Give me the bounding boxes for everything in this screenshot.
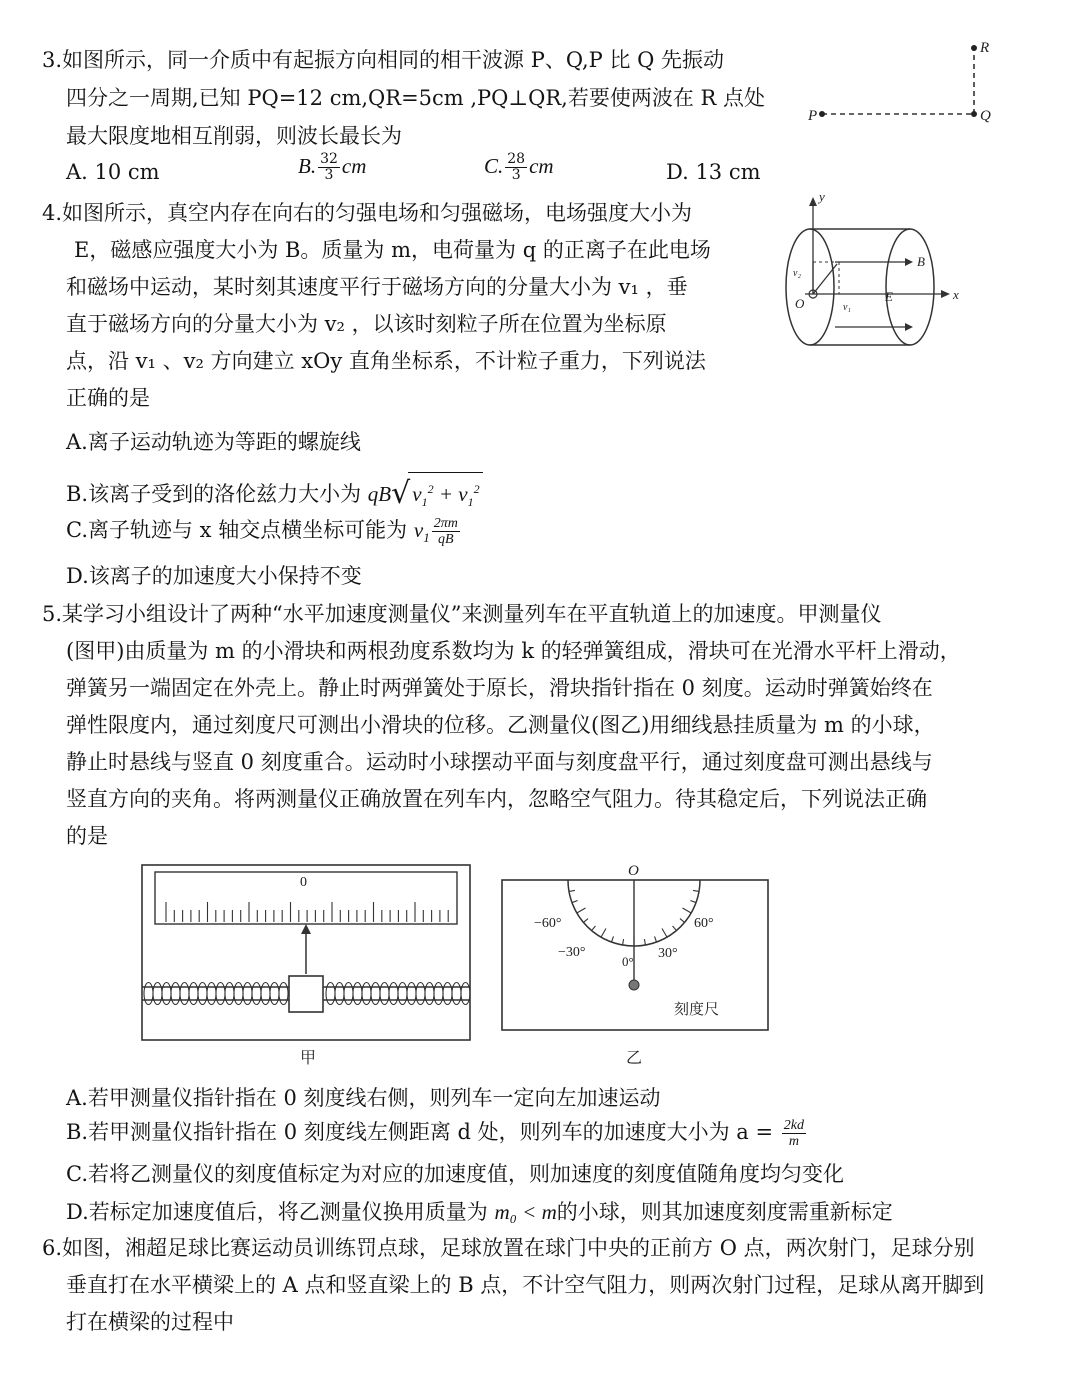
- q4-line-2: E，磁感应强度大小为 B。质量为 m，电荷量为 q 的正离子在此电场: [74, 238, 711, 262]
- spring-coil: [198, 983, 207, 1005]
- q3-option-b: B. $\frac{32}{3}$ cm: [298, 151, 367, 183]
- q5-figure-a: [140, 860, 480, 1070]
- q5-line-6: 竖直方向的夹角。将两测量仪正确放置在列车内，忽略空气阻力。待其稳定后，下列说法正确: [66, 787, 927, 811]
- protractor-tick: [673, 926, 677, 931]
- spring-coil: [362, 983, 371, 1005]
- ruler-zero-label: 0: [300, 875, 307, 890]
- spring-coil: [407, 983, 416, 1005]
- spring-coil: [452, 983, 461, 1005]
- spring-coil: [225, 983, 234, 1005]
- protractor-tick: [690, 901, 696, 903]
- figure-b-caption: 乙: [626, 1050, 643, 1067]
- q5-line-7: 的是: [66, 824, 108, 848]
- q5-figure-b: [498, 860, 778, 1070]
- protractor-tick: [601, 928, 606, 937]
- spring-coil: [279, 983, 288, 1005]
- spring-coil: [434, 983, 443, 1005]
- protractor-tick: [569, 890, 575, 891]
- q4-line-5: 点，沿 v₁ 、v₂ 方向建立 xOy 直角坐标系，不计粒子重力，下列说法: [66, 349, 706, 373]
- protractor-tick: [583, 919, 588, 923]
- protractor-tick: [655, 936, 657, 942]
- axis-x-label: x: [953, 287, 959, 302]
- q4-line-1: 4.如图所示，真空内存在向右的匀强电场和匀强磁场，电场强度大小为: [42, 201, 693, 225]
- spring-coil: [371, 983, 380, 1005]
- e-label: E: [885, 289, 893, 304]
- q6-line-1: 6.如图，湘超足球比赛运动员训练罚点球，足球放置在球门中央的正前方 O 点，两次射门，足球分别: [42, 1236, 975, 1260]
- protractor-tick: [682, 908, 691, 913]
- q5-option-d: D.若标定加速度值后，将乙测量仪换用质量为 m₀ < m的小球，则其加速度刻度需重新标定: [66, 1200, 893, 1224]
- spring-coil: [261, 983, 270, 1005]
- spring-coil: [153, 983, 162, 1005]
- label-minus-60: −60°: [534, 916, 562, 931]
- protractor-tick: [662, 928, 667, 937]
- protractor-tick: [577, 908, 586, 913]
- spring-coil: [234, 983, 243, 1005]
- spring-coil: [353, 983, 362, 1005]
- label-zero: 0°: [622, 954, 634, 969]
- spring-coil: [461, 983, 470, 1005]
- scale-label: 刻度尺: [674, 1002, 720, 1018]
- q5-line-3: 弹簧另一端固定在外壳上。静止时两弹簧处于原长，滑块指针指在 0 刻度。运动时弹簧始终在: [66, 676, 933, 700]
- q3-line-1: 3.如图所示，同一介质中有起振方向相同的相干波源 P、Q,P 比 Q 先振动: [42, 48, 725, 72]
- protractor-tick: [572, 901, 578, 903]
- spring-coil: [243, 983, 252, 1005]
- spring-coil: [189, 983, 198, 1005]
- spring-coil: [207, 983, 216, 1005]
- b-label: B: [917, 254, 925, 269]
- spring-coil: [335, 983, 344, 1005]
- q6-line-2: 垂直打在水平横梁上的 A 点和竖直梁上的 B 点，不计空气阻力，则两次射门过程，足球从离开脚到: [66, 1273, 985, 1297]
- q5-line-5: 静止时悬线与竖直 0 刻度重合。运动时小球摆动平面与刻度盘平行，通过刻度盘可测出悬线与: [66, 750, 933, 774]
- spring-coil: [416, 983, 425, 1005]
- q4-figure: [775, 192, 965, 362]
- protractor-tick: [592, 926, 596, 931]
- pivot-label: O: [628, 863, 639, 879]
- axis-y-label: y: [819, 192, 825, 204]
- label-q: Q: [980, 108, 991, 124]
- spring-coil: [326, 983, 335, 1005]
- label-30: 30°: [658, 946, 678, 961]
- q4-option-d: D.该离子的加速度大小保持不变: [66, 564, 362, 588]
- spring-coil: [270, 983, 279, 1005]
- protractor-tick: [693, 890, 699, 891]
- protractor-tick: [680, 919, 685, 923]
- q5-line-2: (图甲)由质量为 m 的小滑块和两根劲度系数均为 k 的轻弹簧组成，滑块可在光滑水平杆上滑动，: [66, 639, 961, 663]
- protractor-tick: [623, 939, 624, 945]
- q3-option-a: A. 10 cm: [66, 160, 160, 184]
- q5-line-4: 弹性限度内，通过刻度尺可测出小滑块的位移。乙测量仪(图乙)用细线悬挂质量为 m 的小球，: [66, 713, 935, 737]
- spring-coil: [216, 983, 225, 1005]
- label-r: R: [980, 40, 990, 56]
- figure-a-caption: 甲: [300, 1050, 317, 1067]
- label-60: 60°: [694, 916, 714, 931]
- spring-coil: [171, 983, 180, 1005]
- q3-line-2: 四分之一周期,已知 PQ=12 cm,QR=5cm ,PQ⊥QR,若要使两波在 R 点处: [66, 86, 766, 110]
- spring-coil: [389, 983, 398, 1005]
- q5-option-c: C.若将乙测量仪的刻度值标定为对应的加速度值，则加速度的刻度值随角度均匀变化: [66, 1162, 844, 1186]
- spring-coil: [398, 983, 407, 1005]
- q3-line-3: 最大限度地相互削弱，则波长最长为: [66, 124, 402, 148]
- spring-coil: [162, 983, 171, 1005]
- v2-label: v₂: [793, 268, 801, 279]
- q5-line-1: 5.某学习小组设计了两种“水平加速度测量仪”来测量列车在平直轨道上的加速度。甲测量仪: [42, 602, 882, 626]
- q4-option-a: A.离子运动轨迹为等距的螺旋线: [66, 430, 361, 454]
- q3-option-c: C. $\frac{28}{3}$ cm: [484, 151, 554, 183]
- v1-label: v₁: [843, 302, 851, 313]
- q4-option-b: B.该离子受到的洛伦兹力大小为 $qB√v_1^2 + v_1^2$: [66, 472, 483, 516]
- spring-coil: [252, 983, 261, 1005]
- spring-coil: [380, 983, 389, 1005]
- origin-label: O: [795, 296, 805, 311]
- label-p: P: [808, 108, 818, 124]
- q4-line-4: 直于磁场方向的分量大小为 v₂ ，以该时刻粒子所在位置为坐标原: [66, 312, 667, 336]
- spring-coil: [144, 983, 153, 1005]
- label-minus-30: −30°: [558, 945, 586, 960]
- q3-figure: [800, 34, 1000, 134]
- spring-coil: [344, 983, 353, 1005]
- q4-line-6: 正确的是: [66, 386, 150, 410]
- protractor-tick: [611, 936, 613, 942]
- q4-line-3: 和磁场中运动，某时刻其速度平行于磁场方向的分量大小为 v₁ ，垂: [66, 275, 688, 299]
- spring-coil: [425, 983, 434, 1005]
- q6-line-3: 打在横梁的过程中: [66, 1310, 234, 1334]
- spring-coil: [180, 983, 189, 1005]
- q5-option-b: B.若甲测量仪指针指在 0 刻度线左侧距离 d 处，则列车的加速度大小为 a = $\frac{2kd}{m}$: [66, 1118, 804, 1149]
- q3-option-d: D. 13 cm: [666, 160, 761, 184]
- spring-coil: [443, 983, 452, 1005]
- q5-option-a: A.若甲测量仪指针指在 0 刻度线右侧，则列车一定向左加速运动: [66, 1086, 661, 1110]
- q4-option-c: C.离子轨迹与 x 轴交点横坐标可能为 $v_1$ $\frac{2\pi m}{qB}$: [66, 516, 458, 547]
- protractor-tick: [644, 939, 645, 945]
